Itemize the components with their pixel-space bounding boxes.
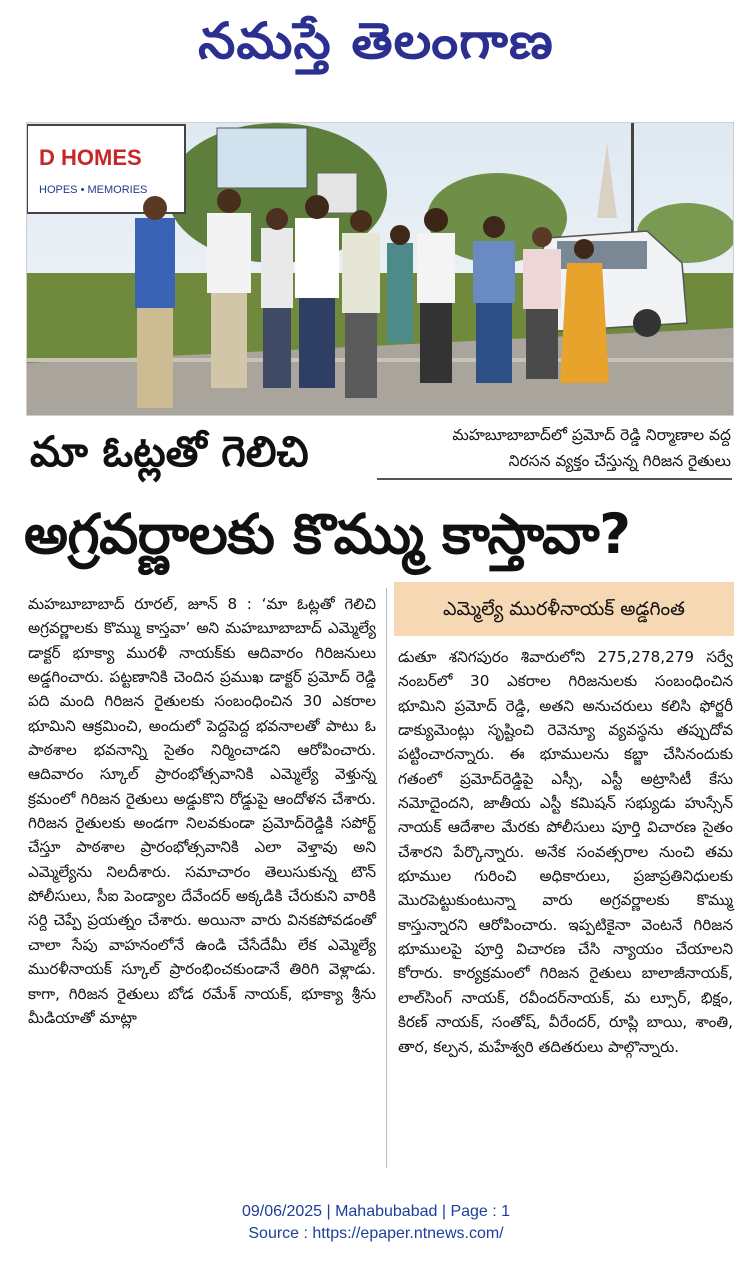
subhead: ఎమ్మెల్యే మురళీనాయక్ అడ్డగింత: [443, 598, 685, 620]
caption-rule: [377, 478, 732, 480]
svg-text:HOPES • MEMORIES: HOPES • MEMORIES: [39, 184, 148, 196]
news-photo: [26, 122, 734, 416]
headline-part1: మా ఓట్లతో గెలిచి: [30, 427, 309, 476]
subhead-box: [394, 582, 734, 636]
footer-date-edition: 09/06/2025 | Mahabubabad | Page : 1: [241, 1203, 511, 1220]
caption-line-1: మహబూబాబాద్‌లో ప్రమోద్ రెడ్డి నిర్మాణాల వద్ద: [452, 426, 731, 444]
headline-part2: అగ్రవర్ణాలకు కొమ్ము కాస్తావా?: [24, 502, 631, 566]
column-divider: [386, 588, 387, 1168]
caption-line-2: నిరసన వ్యక్తం చేస్తున్న గిరిజన రైతులు: [508, 452, 731, 470]
billboard-text: D HOMES: [39, 145, 142, 170]
article-left-column: మహబూబాబాద్ రూరల్, జూన్ 8 : ‘మా ఓట్లతో గెలిచి అగ్రవర్ణాలకు కొమ్ము కాస్తవా’ అని మహబూబాబాద్ ఎమ్మెల్యే డాక్టర్ భూక్యా మురళీ నాయక్‌కు ఆదివారం గిరిజనులు అడ్డగించారు. పట్టణానికి చెందిన ప్రముఖ డాక్టర్ ప్రమోద్ రెడ్డి పది మంది గిరిజన రైతులకు సంబంధించిన 30 ఎకరాల భూమిని ఆక్రమించి, అందులో పెద్దపెద్ద భవనాలతో పాటు ఓ పాఠశాల భవనాన్ని సైతం నిర్మించాడని ఆరోపించారు. ఆదివారం స్కూల్ ప్రారంభోత్సవానికి ఎమ్మెల్యే వెళ్తున్న క్రమంలో గిరిజన రైతులు అడ్డుకొని రోడ్డుపై ఆందోళన చేశారు. గిరిజన రైతులకు అండగా నిలవకుండా ప్రమోద్‌రెడ్డికి సపోర్ట్ చేస్తూ పాఠశాల ప్రారంభోత్సవానికి ఎలా వెళ్తావు అని ఎమ్మెల్యేను నిలదీశారు. సమాచారం తెలుసుకున్న టౌన్ పోలీసులు, సీఐ పెండ్యాల దేవేందర్ అక్కడికి చేరుకుని వారికి సర్ది చెప్పే ప్రయత్నం చేశారు. అయినా వారు వినకపోవడంతో చాలా సేపు వాహనంలోనే ఉండి చేసేదేమీ లేక ఎమ్మెల్యే మురళీనాయక్ స్కూల్ ప్రారంభించకుండానే తిరిగి వెళ్లాడు. కాగా, గిరిజన రైతులు బోడ రమేశ్ నాయక్, భూక్యా శ్రీను మీడియాతో మాట్లా: [28, 595, 376, 1027]
footer-source[interactable]: Source : https://epaper.ntnews.com/: [248, 1225, 504, 1242]
photo-caption: [375, 422, 731, 474]
masthead-title: నమస్తే తెలంగాణ: [198, 11, 554, 70]
article-right-column: డుతూ శనిగపురం శివారులోని 275,278,279 సర్వే నంబర్‌లో 30 ఎకరాల గిరిజనులకు సంబంధించిన భూమిని ప్రమోద్ రెడ్డి, అతని అనుచరులు కలిసి ఫోర్జరీ డాక్యుమెంట్లు సృష్టించి రెవెన్యూ వ్యవస్థను తప్పుదోవ పట్టించారన్నారు. ఈ భూములను కబ్జా చేసినందుకు గతంలో ప్రమోద్‌రెడ్డిపై ఎస్సీ, ఎస్టీ అట్రాసిటీ కేసు నమోదైందని, జాతీయ ఎస్టీ కమిషన్ సభ్యుడు హుస్సేన్ నాయక్ ఆదేశాల మేరకు పోలీసులు పూర్తి విచారణ సైతం చేశారని పేర్కొన్నారు. అనేక సంవత్సరాల నుంచి తమ భూముల గురించి అధికారులు, ప్రజాప్రతినిధులకు మొరపెట్టుకుంటున్నా వారు అగ్రవర్ణాలకు కొమ్ము కాస్తున్నారని ఆరోపించారు. ఇప్పటికైనా వెంటనే గిరిజన భూములపై పూర్తి విచారణ చేసి న్యాయం చేయాలని కోరారు. కార్యక్రమంలో గిరిజన రైతులు బాలాజీనాయక్, లాల్‌సింగ్ నాయక్, రవీందర్‌నాయక్, మ ల్సూర్, భిక్షం, కిరణ్ నాయక్, సంతోష్, వీరేందర్, రూప్లి బాయి, శాంతి, తార, కల్పన, మహేశ్వరి తదితరులు పాల్గొన్నారు.: [398, 648, 733, 1056]
